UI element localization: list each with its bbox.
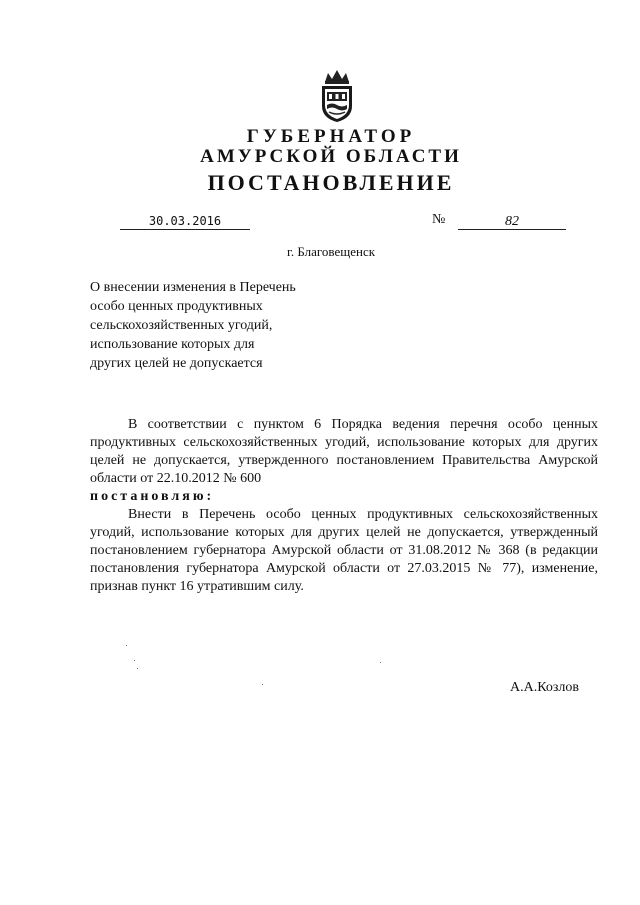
scan-speck [380, 662, 381, 663]
document-subject [90, 278, 330, 373]
scan-speck [134, 660, 135, 661]
document-type-title: ПОСТАНОВЛЕНИЕ [207, 170, 455, 195]
decree-word: постановляю: [90, 489, 215, 504]
body-paragraph-order: Внести в Перечень особо ценных продуктивных сельскохозяйственных угодий, использование которых для других целей не допускается, утвержденный постановлением губернатора Амурской области от 31.08.2012 № 368 (в редакции постановления губернатора Амурской области от 27.03.2015 № 77), изменение, признав пункт 16 утратившим силу. [90, 507, 598, 594]
signatory-name: А.А.Козлов [510, 680, 579, 695]
subject-line: других целей не допускается [90, 356, 263, 371]
subject-line: особо ценных продуктивных [90, 299, 263, 314]
scan-speck [126, 645, 127, 646]
subject-line: использование которых для [90, 337, 255, 352]
subject-line: О внесении изменения в Перечень [90, 280, 296, 295]
body-paragraph-basis: В соответствии с пунктом 6 Порядка ведения перечня особо ценных продуктивных сельскохозяйственных угодий, использование которых для других целей не допускается, утвержденного постановлением Правительства Амурской области от 22.10.2012 № 600 [90, 417, 598, 486]
header-title-region: АМУРСКОЙ ОБЛАСТИ [200, 146, 462, 167]
document-number: 82 [458, 214, 566, 230]
coat-of-arms-icon [316, 68, 358, 124]
subject-line: сельскохозяйственных угодий, [90, 318, 273, 333]
document-body [90, 416, 598, 596]
scan-speck [262, 684, 263, 685]
document-city: г. Благовещенск [286, 244, 376, 259]
header-title-governor: ГУБЕРНАТОР [246, 126, 416, 147]
number-label: № [432, 212, 446, 227]
document-date: 30.03.2016 [120, 214, 250, 230]
scan-speck [137, 668, 138, 669]
